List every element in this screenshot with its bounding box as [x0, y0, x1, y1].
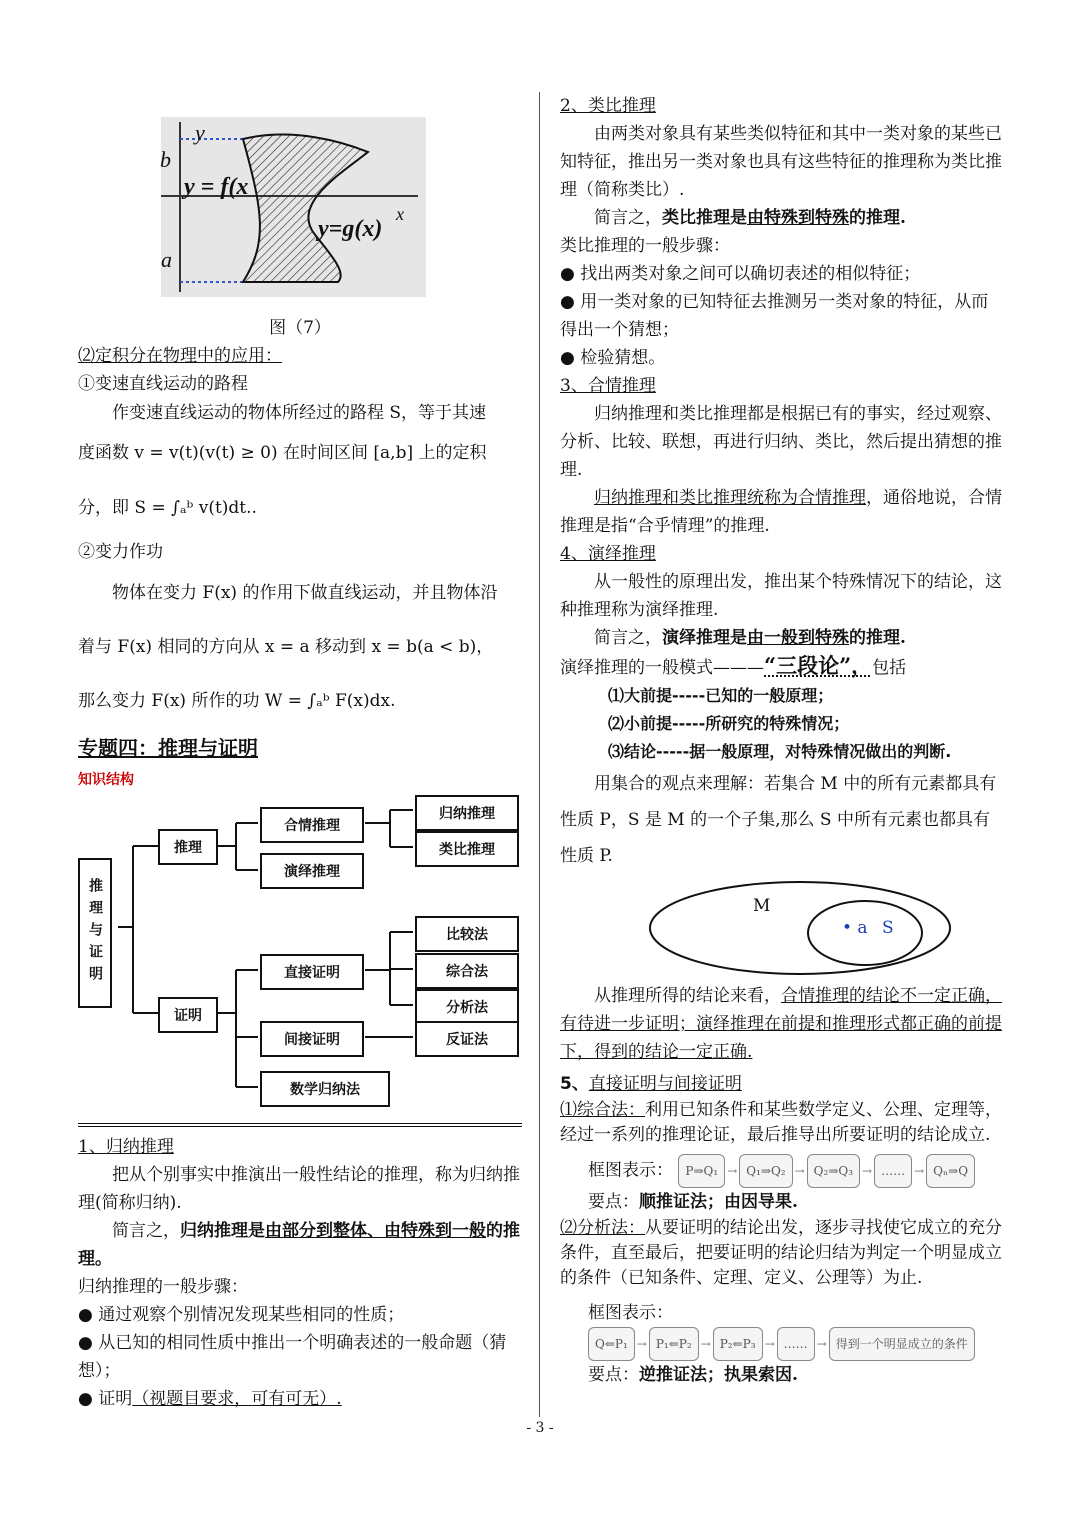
text: 由部分到整体、由特殊到一般 [265, 1221, 486, 1241]
section3-p1: 归纳推理和类比推理都是根据已有的事实，经过观察、分析、比较、联想，再进行归纳、类比，然后提出猜想的推理. [560, 404, 1002, 480]
text: 归纳推理是 [180, 1221, 265, 1241]
text: 框图表示： [588, 1303, 673, 1323]
tree-proof: 证明 [158, 997, 218, 1033]
text: 利用已知条件和某些数学定义、公理、定理等，经过一系列的推理论证，最后推导出所要证明的结论成立. [560, 1100, 1002, 1145]
text: 的推理。 [78, 1221, 520, 1269]
section4-p2 [560, 624, 1004, 652]
label-f: y = f(x [184, 174, 249, 200]
section1-bullet2: ● 从已知的相同性质中推出一个明确表述的一般命题（猜想）； [78, 1333, 507, 1381]
text: 简言之， [594, 628, 662, 648]
tree-analysis: 分析法 [415, 989, 519, 1025]
text: 类比推理是 [662, 208, 747, 228]
text: ● 证明 [78, 1389, 133, 1409]
text: ，通俗地说，合情推理是指“合乎情理”的推理. [560, 488, 1002, 536]
tree-comparison: 比较法 [415, 916, 519, 952]
section5-p1 [560, 1098, 1004, 1148]
section1-title: 1、归纳推理 [78, 1137, 174, 1157]
section4-p3 [560, 652, 1004, 682]
section4-p5 [560, 982, 1004, 1066]
flow-box: …… [777, 1327, 815, 1361]
flow-box: …… [874, 1154, 912, 1188]
section1-p2 [78, 1217, 522, 1273]
text: “三段论”， [764, 653, 873, 678]
flow-arrow: → [727, 1164, 738, 1178]
figure-7 [78, 92, 522, 322]
section4-p4: 用集合的观点来理解：若集合 M 中的所有元素都具有性质 P，S 是 M 的一个子集,那么 S 中所有元素也都具有性质 P. [560, 774, 997, 866]
section2-p3: 类比推理的一般步骤： [560, 236, 730, 256]
label-b: b [160, 147, 171, 172]
page-number: - 3 - [526, 1420, 554, 1436]
left-p7: 物体在变力 F(x) 的作用下做直线运动，并且物体沿 [112, 583, 498, 603]
section1-p3: 归纳推理的一般步骤： [78, 1277, 248, 1297]
section5-p3 [560, 1188, 1004, 1216]
section2-bullet3: ● 检验猜想。 [560, 348, 666, 368]
section4-list1: ⑴大前提-----已知的一般原理； [608, 686, 834, 705]
text: 顺推证法；由因导果. [639, 1192, 798, 1212]
flow-arrow: → [764, 1337, 775, 1351]
label-g: y=g(x) [318, 216, 383, 242]
tree-contradiction: 反证法 [415, 1021, 519, 1057]
text: 合情推理的结论不一定正确，有待进一步证明；演绎推理在前提和推理形式都正确的前提下，得到的结论一定正确. [560, 986, 1002, 1062]
text: 演绎推理的一般模式——— [560, 658, 764, 678]
tree-induction: 数学归纳法 [260, 1071, 390, 1107]
tree-inductive: 归纳推理 [415, 795, 519, 831]
flow-box: P₁⇐P₂ [649, 1327, 699, 1361]
section3-title: 3、合情推理 [560, 376, 656, 396]
section4-list2: ⑵小前提-----所研究的特殊情况； [608, 714, 850, 733]
flow-arrow: → [816, 1337, 827, 1351]
text: 的推理. [849, 208, 906, 228]
text: 从推理所得的结论来看， [594, 986, 781, 1006]
flow-box: Q₁⇒Q₂ [739, 1154, 792, 1188]
label-y: y [195, 120, 205, 145]
left-column [78, 92, 522, 1413]
flow-box: P₂⇐P₃ [713, 1327, 763, 1361]
tree-direct-proof: 直接证明 [260, 954, 364, 990]
text: 由一般到特殊 [747, 628, 849, 648]
venn-label-S: S [882, 918, 894, 938]
left-p3: 作变速直线运动的物体所经过的路程 S，等于其速 [112, 403, 487, 423]
figure-7-caption: 图（7） [269, 318, 331, 338]
section4-p1: 从一般性的原理出发，推出某个特殊情况下的结论，这种推理称为演绎推理. [560, 572, 1002, 620]
flow-synthesis [678, 1154, 975, 1188]
tree-root: 推理与证明 [78, 858, 112, 1008]
left-p5: 分，即 S = ∫ₐᵇ v(t)dt.. [78, 498, 257, 518]
left-p2: ①变速直线运动的路程 [78, 374, 248, 394]
text: 框图表示： [588, 1160, 673, 1181]
left-p6: ②变力作功 [78, 542, 163, 562]
text: ⑴综合法： [560, 1100, 645, 1120]
section2-bullet2: ● 用一类对象的已知特征去推测另一类对象的特征，从而得出一个猜想； [560, 292, 989, 340]
tree-deductive: 演绎推理 [260, 853, 364, 889]
venn-label-M: M [753, 896, 771, 916]
section1-bullet1: ● 通过观察个别情况发现某些相同的性质； [78, 1305, 405, 1325]
tree-reasoning: 推理 [158, 829, 218, 865]
section4-title: 4、演绎推理 [560, 544, 656, 564]
text: 归纳推理和类比推理统称为合情推理 [594, 488, 866, 508]
venn-diagram [560, 878, 1004, 978]
text: 直接证明与间接证明 [588, 1074, 742, 1094]
column-divider [539, 92, 540, 1417]
section4-list3: ⑶结论-----据一般原理，对特殊情况做出的判断. [608, 742, 952, 761]
section2-bullet1: ● 找出两类对象之间可以确切表述的相似特征； [560, 264, 921, 284]
text: （视题目要求，可有可无）. [132, 1389, 342, 1409]
section1-p1: 把从个别事实中推演出一般性结论的推理，称为归纳推理(简称归纳). [78, 1165, 520, 1213]
flow-box: 得到一个明显成立的条件 [829, 1327, 975, 1361]
text: 从要证明的结论出发，逐步寻找使它成立的充分条件，直至最后，把要证明的结论归结为判定一个明显成立的条件（已知条件、定理、定义、公理等）为止. [560, 1218, 1002, 1288]
text: 5、 [560, 1074, 589, 1094]
text: 逆推证法；执果索因. [639, 1365, 798, 1385]
double-rule [78, 1123, 522, 1127]
section1-bullet3 [78, 1385, 522, 1413]
tree-indirect-proof: 间接证明 [260, 1021, 364, 1057]
flow-arrow: → [862, 1164, 873, 1178]
flow-analysis [588, 1327, 975, 1361]
flow-box: P⇒Q₁ [678, 1154, 725, 1188]
flow-arrow: → [914, 1164, 925, 1178]
region-graph [78, 92, 522, 322]
text: 演绎推理是 [662, 628, 747, 648]
text: 简言之， [594, 208, 662, 228]
section5-p6 [560, 1361, 1004, 1389]
left-p8: 着与 F(x) 相同的方向从 x = a 移动到 x = b(a < b)， [78, 637, 494, 657]
venn-label-a: • a [842, 918, 868, 938]
section5-p5 [560, 1299, 1004, 1361]
text: 简言之， [112, 1221, 180, 1241]
section2-p2 [560, 204, 1004, 232]
knowledge-structure-label: 知识结构 [78, 772, 134, 788]
left-p9: 那么变力 F(x) 所作的功 W = ∫ₐᵇ F(x)dx. [78, 691, 396, 711]
flow-box: Q₂⇒Q₃ [807, 1154, 860, 1188]
tree-analogical: 类比推理 [415, 831, 519, 867]
text: 要点： [588, 1365, 639, 1385]
text: ⑵分析法： [560, 1218, 645, 1238]
section5-title [560, 1070, 1004, 1098]
label-a: a [161, 247, 172, 272]
section2-title: 2、类比推理 [560, 96, 656, 116]
text: 包括 [872, 658, 907, 678]
topic-title: 专题四：推理与证明 [78, 736, 258, 760]
label-x: x [396, 204, 404, 224]
text: 要点： [588, 1192, 639, 1212]
right-column [560, 92, 1004, 1389]
text: 的推理. [849, 628, 906, 648]
tree-plausible: 合情推理 [260, 807, 364, 843]
knowledge-tree [78, 795, 522, 1115]
tree-synthesis: 综合法 [415, 953, 519, 989]
flow-arrow: → [794, 1164, 805, 1178]
text: 由特殊到特殊 [747, 208, 849, 228]
left-p4: 度函数 v = v(t)(v(t) ≥ 0) 在时间区间 [a,b] 上的定积 [78, 443, 487, 463]
left-p1: ⑵定积分在物理中的应用： [78, 346, 282, 366]
flow-box: Q⇐P₁ [588, 1327, 635, 1361]
section3-p2 [560, 484, 1004, 540]
section5-p4 [560, 1216, 1004, 1291]
flow-arrow: → [636, 1337, 647, 1351]
venn-shapes [560, 878, 1004, 978]
section2-p1: 由两类对象具有某些类似特征和其中一类对象的某些已知特征，推出另一类对象也具有这些特征的推理称为类比推理（简称类比）. [560, 124, 1002, 200]
section5-p2 [560, 1154, 1004, 1188]
flow-arrow: → [700, 1337, 711, 1351]
flow-box: Qₙ⇒Q [926, 1154, 975, 1188]
